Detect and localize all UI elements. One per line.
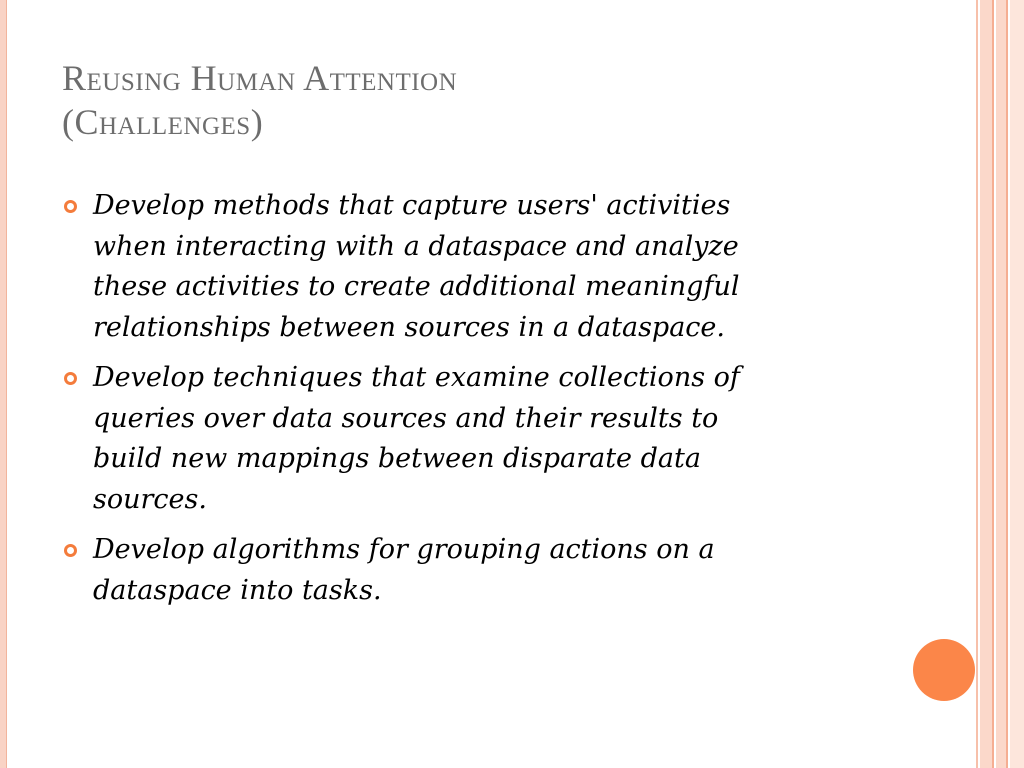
bullet-line: Develop techniques that examine collections of <box>93 362 740 393</box>
bullet-line: Develop algorithms for grouping actions on a <box>93 534 715 565</box>
stripe <box>976 0 978 768</box>
stripe <box>996 0 1006 768</box>
bullet-line: these activities to create additional meaningful <box>93 271 740 302</box>
bullet-line: dataspace into tasks. <box>93 574 382 606</box>
left-border-line <box>6 0 7 768</box>
bullet-line: build new mappings between disparate data <box>93 443 701 474</box>
bullet-line: Develop methods that capture users' activities <box>93 190 731 221</box>
bullet-item-capture-activities <box>62 186 882 348</box>
slide-title <box>62 56 922 144</box>
bullet-item-examine-queries <box>62 358 882 520</box>
orange-circle-decoration <box>913 639 975 701</box>
orange-ring-bullet-icon <box>64 372 77 385</box>
bullet-line: sources. <box>93 483 207 515</box>
stripe <box>980 0 992 768</box>
bullet-item-grouping-actions <box>62 530 882 611</box>
right-decorative-stripes <box>976 0 1024 768</box>
orange-ring-bullet-icon <box>64 544 77 557</box>
slide-title-line-1: Reusing Human Attention <box>62 58 458 98</box>
bullet-line: queries over data sources and their results to <box>93 402 719 434</box>
stripe <box>1006 0 1008 768</box>
stripe <box>1010 0 1024 768</box>
bullet-line: relationships between sources in a dataspace. <box>93 311 725 343</box>
orange-ring-bullet-icon <box>64 200 77 213</box>
stripe <box>992 0 994 768</box>
slide-title-line-2: (Challenges) <box>62 102 264 142</box>
bullet-list <box>62 186 882 621</box>
bullet-line: when interacting with a dataspace and analyze <box>93 230 739 262</box>
